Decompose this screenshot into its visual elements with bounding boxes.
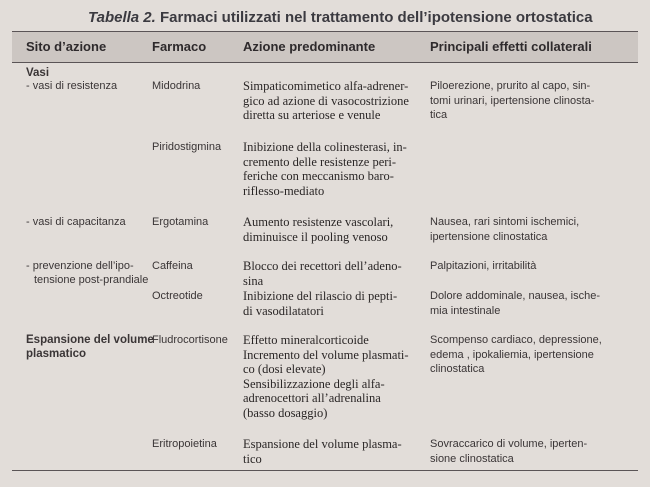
table-number: Tabella 2. xyxy=(88,9,156,26)
action-caffeina: Blocco dei recettori dell’adeno- sina xyxy=(243,259,402,288)
action-midodrina: Simpaticomimetico alfa-adrener- gico ad azione di vasocostrizione diretta su arteriose e venule xyxy=(243,79,409,122)
table-bottom-rule xyxy=(12,470,638,471)
section-prevenzione-2: tensione post-prandiale xyxy=(34,274,149,286)
drug-midodrina: Midodrina xyxy=(152,80,201,92)
drug-piridostigmina: Piridostigmina xyxy=(152,141,222,153)
section-vasi: Vasi xyxy=(26,67,50,79)
section-espansione-1: Espansione del volume xyxy=(26,334,154,346)
drug-caffeina: Caffeina xyxy=(152,260,193,272)
section-capacitanza: - vasi di capacitanza xyxy=(26,216,126,228)
drug-ergotamina: Ergotamina xyxy=(152,216,209,228)
effects-fludrocortisone: Scompenso cardiaco, depressione, edema , ipokaliemia, ipertensione clinostatica xyxy=(430,334,602,375)
action-eritropoietina: Espansione del volume plasma- tico xyxy=(243,437,402,466)
section-resistenza: - vasi di resistenza xyxy=(26,80,118,92)
header-action: Azione predominante xyxy=(243,39,376,54)
effects-midodrina: Piloerezione, prurito al capo, sin- tomi urinari, ipertensione clinosta- tica xyxy=(430,80,595,121)
action-ergotamina: Aumento resistenze vascolari, diminuisce il pooling venoso xyxy=(243,215,394,244)
effects-eritropoietina: Sovraccarico di volume, iperten- sione clinostatica xyxy=(430,438,588,465)
action-octreotide: Inibizione del rilascio di pepti- di vasodilatatori xyxy=(243,289,398,318)
drug-eritropoietina: Eritropoietina xyxy=(152,438,217,450)
section-prevenzione-1: - prevenzione dell’ipo- xyxy=(26,260,134,272)
section-espansione-2: plasmatico xyxy=(26,348,87,360)
header-effects: Principali effetti collaterali xyxy=(430,39,592,54)
table-title xyxy=(88,9,593,26)
header-drug: Farmaco xyxy=(152,39,207,54)
drug-octreotide: Octreotide xyxy=(152,290,203,302)
action-piridostigmina: Inibizione della colinesterasi, in- cremento delle resistenze peri- feriche con meccanismo baro- riflesso-mediato xyxy=(243,140,407,198)
table-header xyxy=(12,31,638,63)
table-caption: Farmaci utilizzati nel trattamento dell’ipotensione ortostatica xyxy=(159,9,593,26)
action-fludrocortisone: Effetto mineralcorticoide Incremento del volume plasmati- co (dosi elevate) Sensibilizzazione degli alfa- adrenocettori all’adrenalina (basso dosaggio) xyxy=(243,333,409,420)
drug-fludrocortisone: Fludrocortisone xyxy=(152,334,228,346)
effects-ergotamina: Nausea, rari sintomi ischemici, ipertensione clinostatica xyxy=(430,216,580,243)
effects-octreotide: Dolore addominale, nausea, ische- mia intestinale xyxy=(430,290,600,317)
header-site: Sito d’azione xyxy=(26,39,107,54)
effects-caffeina: Palpitazioni, irritabilità xyxy=(430,260,537,272)
